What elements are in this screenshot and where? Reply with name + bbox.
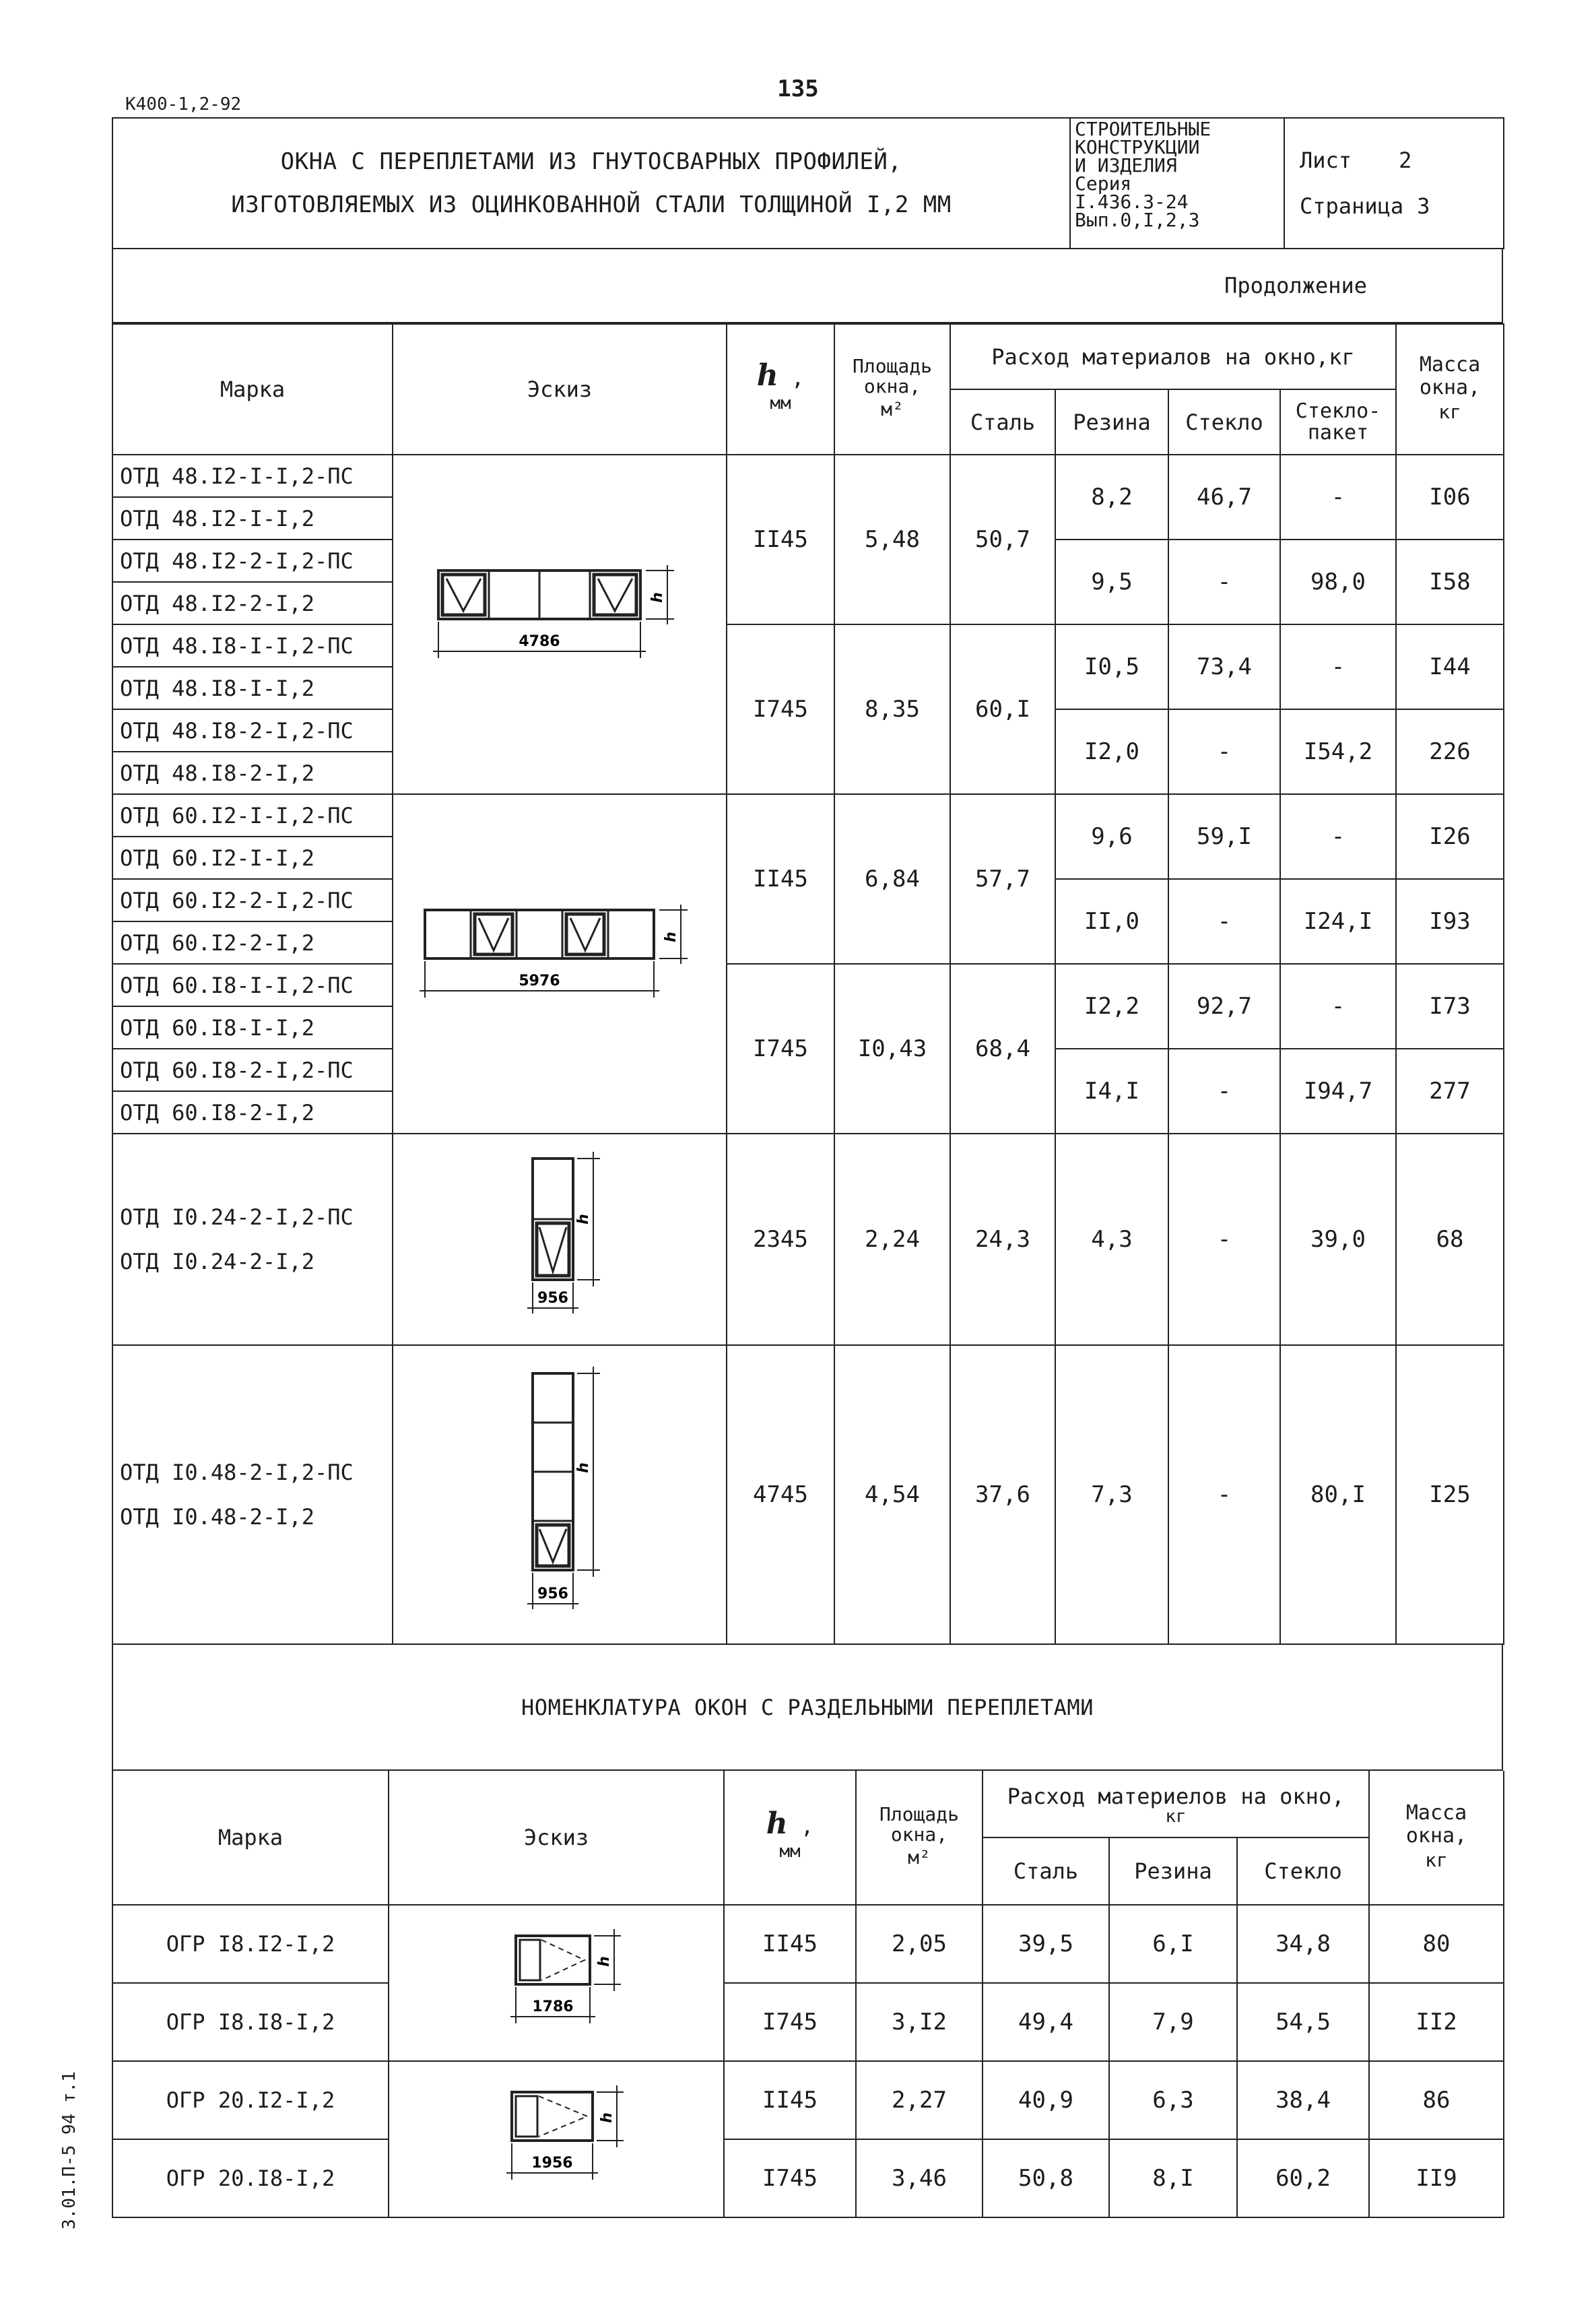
- glass-cell: 60,2: [1237, 2139, 1369, 2217]
- glass-cell: 54,5: [1237, 1983, 1369, 2061]
- window-sketch-48: [418, 557, 701, 692]
- glass-cell: -: [1168, 709, 1280, 794]
- header-sketch: Эскиз: [393, 324, 727, 455]
- mass-cell: I73: [1396, 964, 1504, 1049]
- glass-cell: 73,4: [1168, 624, 1280, 709]
- glass-cell: 46,7: [1168, 455, 1280, 540]
- mass-cell: II2: [1369, 1983, 1504, 2061]
- page-number: 135: [777, 75, 819, 102]
- area-cell: 8,35: [834, 624, 950, 794]
- area-cell: 3,I2: [856, 1983, 983, 2061]
- glass-unit-cell: I54,2: [1280, 709, 1396, 794]
- title-line-2: ИЗГОТОВЛЯЕМЫХ ИЗ ОЦИНКОВАННОЙ СТАЛИ ТОЛЩИНОЙ I,2 ММ: [231, 191, 952, 218]
- glass-unit-cell: 39,0: [1280, 1134, 1396, 1345]
- h-symbol: h: [756, 358, 778, 393]
- area-cell: I0,43: [834, 964, 950, 1134]
- svg-text:h: h: [575, 1462, 592, 1473]
- header-glass: Стекло: [1237, 1837, 1369, 1905]
- h-cell: I745: [727, 624, 834, 794]
- mass-cell: I93: [1396, 879, 1504, 964]
- glass-unit-cell: -: [1280, 794, 1396, 879]
- area-cell: 2,27: [856, 2061, 983, 2139]
- svg-text:h: h: [663, 932, 679, 942]
- continuation-row: [112, 249, 1503, 323]
- sketch-width-label: 956: [537, 1586, 568, 1602]
- area-cell: 5,48: [834, 455, 950, 624]
- steel-cell: 37,6: [950, 1345, 1055, 1644]
- rubber-cell: 8,2: [1055, 455, 1168, 540]
- mark-cell: ОГР 20.I8-I,2: [112, 2139, 389, 2217]
- materials-label: Расход материелов на окно,: [1007, 1784, 1345, 1809]
- steel-cell: 50,7: [950, 455, 1055, 624]
- side-stamp: [59, 2068, 79, 2236]
- mark-cell: ОТД 48.I2-2-I,2: [112, 582, 393, 624]
- header-materials: Расход материалов на окно,кг: [950, 324, 1396, 389]
- mass-cell: 68: [1396, 1134, 1504, 1345]
- header-sketch: Эскиз: [389, 1771, 724, 1905]
- glass-unit-cell: -: [1280, 455, 1396, 540]
- glass-unit-cell: 98,0: [1280, 540, 1396, 624]
- h-cell: II45: [727, 794, 834, 964]
- glass-cell: -: [1168, 1049, 1280, 1134]
- rubber-cell: I2,0: [1055, 709, 1168, 794]
- mass-cell: I06: [1396, 455, 1504, 540]
- mark-cell: ОГР 20.I2-I,2: [112, 2061, 389, 2139]
- window-sketch-20: [469, 2072, 644, 2207]
- glass-unit-cell: 80,I: [1280, 1345, 1396, 1644]
- glass-cell: 59,I: [1168, 794, 1280, 879]
- rubber-cell: II,0: [1055, 879, 1168, 964]
- header-mark: Марка: [112, 1771, 389, 1905]
- sketch-width-label: 5976: [519, 973, 560, 989]
- mark-cell: ОТД 48.I2-2-I,2-ПС: [112, 540, 393, 582]
- page-value: 3: [1417, 193, 1430, 219]
- glass-unit-cell: -: [1280, 964, 1396, 1049]
- sketch-width-label: 1786: [532, 1998, 574, 2015]
- area-unit: м²: [881, 398, 904, 420]
- mass-cell: I58: [1396, 540, 1504, 624]
- glass-cell: -: [1168, 879, 1280, 964]
- series-line: Вып.0,I,2,3: [1075, 209, 1200, 231]
- area-label: Площадь окна,: [879, 1803, 959, 1846]
- header-steel: Сталь: [983, 1837, 1109, 1905]
- series-line: СТРОИТЕЛЬНЫЕ: [1075, 118, 1211, 140]
- section-title: НОМЕНКЛАТУРА ОКОН С РАЗДЕЛЬНЫМИ ПЕРЕПЛЕТАМИ: [112, 1645, 1502, 1770]
- glass-cell: 92,7: [1168, 964, 1280, 1049]
- header-area: [856, 1771, 983, 1905]
- mark-cell: ОТД 48.I2-I-I,2: [112, 497, 393, 540]
- rubber-cell: I4,I: [1055, 1049, 1168, 1134]
- mass-unit: кг: [1438, 401, 1461, 423]
- h-unit: мм: [779, 1841, 801, 1862]
- continuation-label: Продолжение: [112, 249, 1502, 323]
- series-line: Серия: [1075, 172, 1132, 195]
- mark-cell: ОТД 60.I8-I-I,2: [112, 1006, 393, 1049]
- mark-cell: ОТД 60.I8-2-I,2: [112, 1091, 393, 1134]
- sheet-info: [1284, 118, 1504, 249]
- mass-cell: 277: [1396, 1049, 1504, 1134]
- series-line: КОНСТРУКЦИИ: [1075, 136, 1200, 158]
- glass-cell: 34,8: [1237, 1905, 1369, 1983]
- header-glass: Стекло: [1168, 389, 1280, 455]
- glass-cell: 38,4: [1237, 2061, 1369, 2139]
- mark-cell: ОТД 60.I8-I-I,2-ПС: [112, 964, 393, 1006]
- header-mass: [1369, 1771, 1504, 1905]
- sketch-cell: [393, 1134, 727, 1345]
- h-cell: 2345: [727, 1134, 834, 1345]
- mark-cell: ОТД 60.I2-2-I,2: [112, 921, 393, 964]
- header-area: [834, 324, 950, 455]
- h-cell: I745: [724, 1983, 856, 2061]
- glass-unit-cell: -: [1280, 624, 1396, 709]
- mark-cell: [112, 1134, 393, 1345]
- svg-text:h: h: [575, 1214, 592, 1225]
- rubber-cell: 6,I: [1109, 1905, 1237, 1983]
- rubber-cell: 7,3: [1055, 1345, 1168, 1644]
- sketch-width-label: 4786: [519, 633, 560, 650]
- mark-cell: ОТД 60.I2-I-I,2: [112, 837, 393, 879]
- mark-cell: ОТД 60.I2-2-I,2-ПС: [112, 879, 393, 921]
- sheet-label: Лист: [1300, 148, 1352, 173]
- steel-cell: 49,4: [983, 1983, 1109, 2061]
- mass-unit: кг: [1425, 1849, 1448, 1871]
- section-header: [112, 1645, 1503, 1771]
- h-unit: мм: [770, 393, 791, 414]
- header-glass-unit: Стекло-пакет: [1280, 389, 1396, 455]
- side-stamp-text: 3.01.П-5 94 т.1: [59, 2071, 79, 2229]
- svg-text:h: h: [599, 2112, 616, 2123]
- header-h: h , мм: [724, 1771, 856, 1905]
- series-line: И ИЗДЕЛИЯ: [1075, 154, 1177, 176]
- title-block: [112, 117, 1504, 249]
- sketch-cell: [393, 794, 727, 1134]
- page-label: Страница: [1300, 193, 1404, 219]
- h-cell: II45: [724, 2061, 856, 2139]
- glass-cell: -: [1168, 540, 1280, 624]
- area-cell: 2,05: [856, 1905, 983, 1983]
- document-sheet: [112, 117, 1503, 2218]
- area-cell: 3,46: [856, 2139, 983, 2217]
- rubber-cell: I2,2: [1055, 964, 1168, 1049]
- mark-cell: ОГР I8.I8-I,2: [112, 1983, 389, 2061]
- sketch-width-label: 956: [537, 1290, 568, 1307]
- mass-label: Масса окна,: [1405, 1801, 1467, 1848]
- rubber-cell: 4,3: [1055, 1134, 1168, 1345]
- svg-text:h: h: [596, 1956, 613, 1967]
- h-cell: II45: [727, 455, 834, 624]
- mark-line: ОТД I0.48-2-I,2: [120, 1504, 314, 1530]
- header-rubber: Резина: [1109, 1837, 1237, 1905]
- area-cell: 6,84: [834, 794, 950, 964]
- h-cell: II45: [724, 1905, 856, 1983]
- svg-text:h: h: [649, 592, 666, 603]
- mark-cell: ОТД 48.I2-I-I,2-ПС: [112, 455, 393, 497]
- header-h: h , мм: [727, 324, 834, 455]
- h-cell: I745: [727, 964, 834, 1134]
- steel-cell: 60,I: [950, 624, 1055, 794]
- mass-cell: II9: [1369, 2139, 1504, 2217]
- mark-cell: ОТД 60.I2-I-I,2-ПС: [112, 794, 393, 837]
- glass-unit-cell: I94,7: [1280, 1049, 1396, 1134]
- sketch-cell: [389, 2061, 724, 2217]
- sketch-width-label: 1956: [531, 2155, 573, 2172]
- area-unit: м²: [908, 1846, 931, 1868]
- h-cell: I745: [724, 2139, 856, 2217]
- mass-cell: 226: [1396, 709, 1504, 794]
- window-sketch-60: [405, 897, 714, 1031]
- mark-cell: ОТД 48.I8-I-I,2-ПС: [112, 624, 393, 667]
- windows-table: [112, 323, 1504, 1645]
- mass-cell: I25: [1396, 1345, 1504, 1644]
- mark-line: ОТД I0.24-2-I,2-ПС: [120, 1204, 354, 1230]
- rubber-cell: 6,3: [1109, 2061, 1237, 2139]
- document-title: [112, 118, 1070, 249]
- mass-cell: I26: [1396, 794, 1504, 879]
- mass-cell: 80: [1369, 1905, 1504, 1983]
- area-cell: 2,24: [834, 1134, 950, 1345]
- header-mass: [1396, 324, 1504, 455]
- series-block: [1070, 118, 1284, 249]
- rubber-cell: 9,6: [1055, 794, 1168, 879]
- rubber-cell: I0,5: [1055, 624, 1168, 709]
- header-steel: Сталь: [950, 389, 1055, 455]
- separate-sash-table: [112, 1771, 1504, 2218]
- header-materials: [983, 1771, 1369, 1837]
- mass-cell: I44: [1396, 624, 1504, 709]
- sketch-cell: [393, 1345, 727, 1644]
- steel-cell: 57,7: [950, 794, 1055, 964]
- series-line: I.436.3-24: [1075, 191, 1189, 213]
- steel-cell: 40,9: [983, 2061, 1109, 2139]
- mass-label: Масса окна,: [1419, 353, 1481, 399]
- area-label: Площадь окна,: [852, 355, 932, 397]
- steel-cell: 68,4: [950, 964, 1055, 1134]
- glass-cell: -: [1168, 1345, 1280, 1644]
- steel-cell: 50,8: [983, 2139, 1109, 2217]
- sketch-cell: [389, 1905, 724, 2061]
- window-sketch-10-24: [492, 1145, 627, 1334]
- header-rubber: Резина: [1055, 389, 1168, 455]
- mark-cell: ОТД 48.I8-2-I,2: [112, 752, 393, 794]
- area-cell: 4,54: [834, 1345, 950, 1644]
- mark-cell: ОТД 48.I8-2-I,2-ПС: [112, 709, 393, 752]
- window-sketch-18: [469, 1916, 644, 2050]
- materials-unit: кг: [1165, 1807, 1187, 1827]
- mark-cell: [112, 1345, 393, 1644]
- mark-cell: ОТД 60.I8-2-I,2-ПС: [112, 1049, 393, 1091]
- mark-line: ОТД I0.24-2-I,2: [120, 1249, 314, 1274]
- rubber-cell: 8,I: [1109, 2139, 1237, 2217]
- steel-cell: 24,3: [950, 1134, 1055, 1345]
- steel-cell: 39,5: [983, 1905, 1109, 1983]
- header-mark: Марка: [112, 324, 393, 455]
- rubber-cell: 9,5: [1055, 540, 1168, 624]
- mark-line: ОТД I0.48-2-I,2-ПС: [120, 1460, 354, 1485]
- h-cell: 4745: [727, 1345, 834, 1644]
- glass-cell: -: [1168, 1134, 1280, 1345]
- mark-cell: ОТД 48.I8-I-I,2: [112, 667, 393, 709]
- rubber-cell: 7,9: [1109, 1983, 1237, 2061]
- window-sketch-10-48: [492, 1353, 627, 1636]
- glass-unit-cell: I24,I: [1280, 879, 1396, 964]
- mass-cell: 86: [1369, 2061, 1504, 2139]
- sheet-value: 2: [1399, 148, 1412, 173]
- h-symbol: h: [766, 1806, 788, 1841]
- mark-cell: ОГР I8.I2-I,2: [112, 1905, 389, 1983]
- title-line-1: ОКНА С ПЕРЕПЛЕТАМИ ИЗ ГНУТОСВАРНЫХ ПРОФИЛЕЙ,: [280, 148, 902, 175]
- document-code: К400-1,2-92: [125, 94, 242, 115]
- sketch-cell: [393, 455, 727, 794]
